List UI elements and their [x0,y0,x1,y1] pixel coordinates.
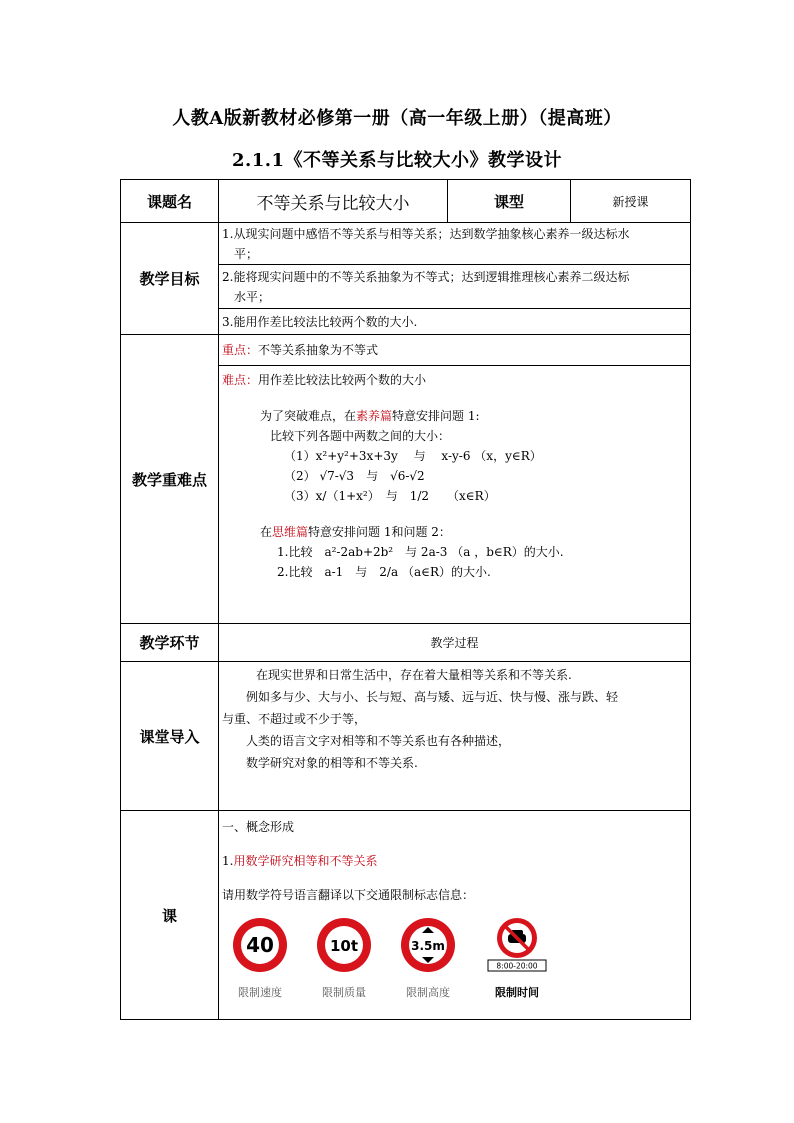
label-keypoints: 教学重难点 [121,335,219,624]
goal-item-2: 2.能将现实问题中的不等关系抽象为不等式；达到逻辑推理核心素养二级达标 水平； [219,265,691,309]
lesson-content [219,811,691,1020]
process-header: 教学过程 [219,624,691,662]
lesson-plan-table [120,179,691,1020]
label-type: 课型 [448,180,571,223]
speed-limit-sign: 40 限制速度 [230,915,290,1003]
height-limit-sign: 3.5m 限制高度 [398,915,458,1003]
label-intro: 课堂导入 [121,662,219,811]
type-value: 新授课 [571,180,691,223]
intro-content: 在现实世界和日常生活中，存在着大量相等关系和不等关系. 例如多与少、大与小、长与短、高与矮、远与近、快与慢、涨与跌、轻 与重、不超过或不少于等， 人类的语言文字对相等和不等关系也有各种描述， 数学研究对象的相等和不等关系. [219,662,691,811]
section-heading: 一、概念形成 [222,820,295,834]
svg-text:3.5m: 3.5m [411,939,445,953]
goal-item-1: 1.从现实问题中感悟不等关系与相等关系；达到数学抽象核心素养一级达标水 平； [219,223,691,265]
label-goals: 教学目标 [121,223,219,335]
topic-value: 不等关系与比较大小 [219,180,448,223]
svg-text:8:00-20:00: 8:00-20:00 [496,961,538,971]
label-stage: 教学环节 [121,624,219,662]
goal-item-3: 3.能用作差比较法比较两个数的大小. [219,309,691,335]
time-limit-sign: 8:00-20:00 限制时间 [482,915,552,1003]
svg-text:40: 40 [246,933,274,957]
doc-subtitle: 2.1.1《不等关系与比较大小》教学设计 [231,150,563,171]
doc-title: 人教A版新教材必修第一册（高一年级上册）（提高班） [172,108,622,129]
weight-limit-sign: 10t 限制质量 [314,915,374,1003]
key-point: 重点：不等关系抽象为不等式 [219,335,691,366]
label-lesson: 课 [121,811,219,1020]
subsection-heading: 1.用数学研究相等和不等关系 [222,854,378,868]
svg-text:10t: 10t [329,937,359,955]
difficult-point: 难点：用作差比较法比较两个数的大小 为了突破难点，在素养篇特意安排问题 1: 比较下列各题中两数之间的大小： （1）x²+y²+3x+3y 与 x-y-6 （x，y∈R） （2） √7-√3 与 √6-√2 （3）x/（1+x²） 与 1/2 （x∈R） 在思维篇特意安排问题 1和问题 2： 1.比较 a²-2ab+2b² 与 2a-3 （a ，b∈R）的大小. 2.比较 a-1 与 2/a （a∈R）的大小. [219,366,691,624]
translate-prompt: 请用数学符号语言翻译以下交通限制标志信息： [222,888,475,902]
label-topic: 课题名 [121,180,219,223]
